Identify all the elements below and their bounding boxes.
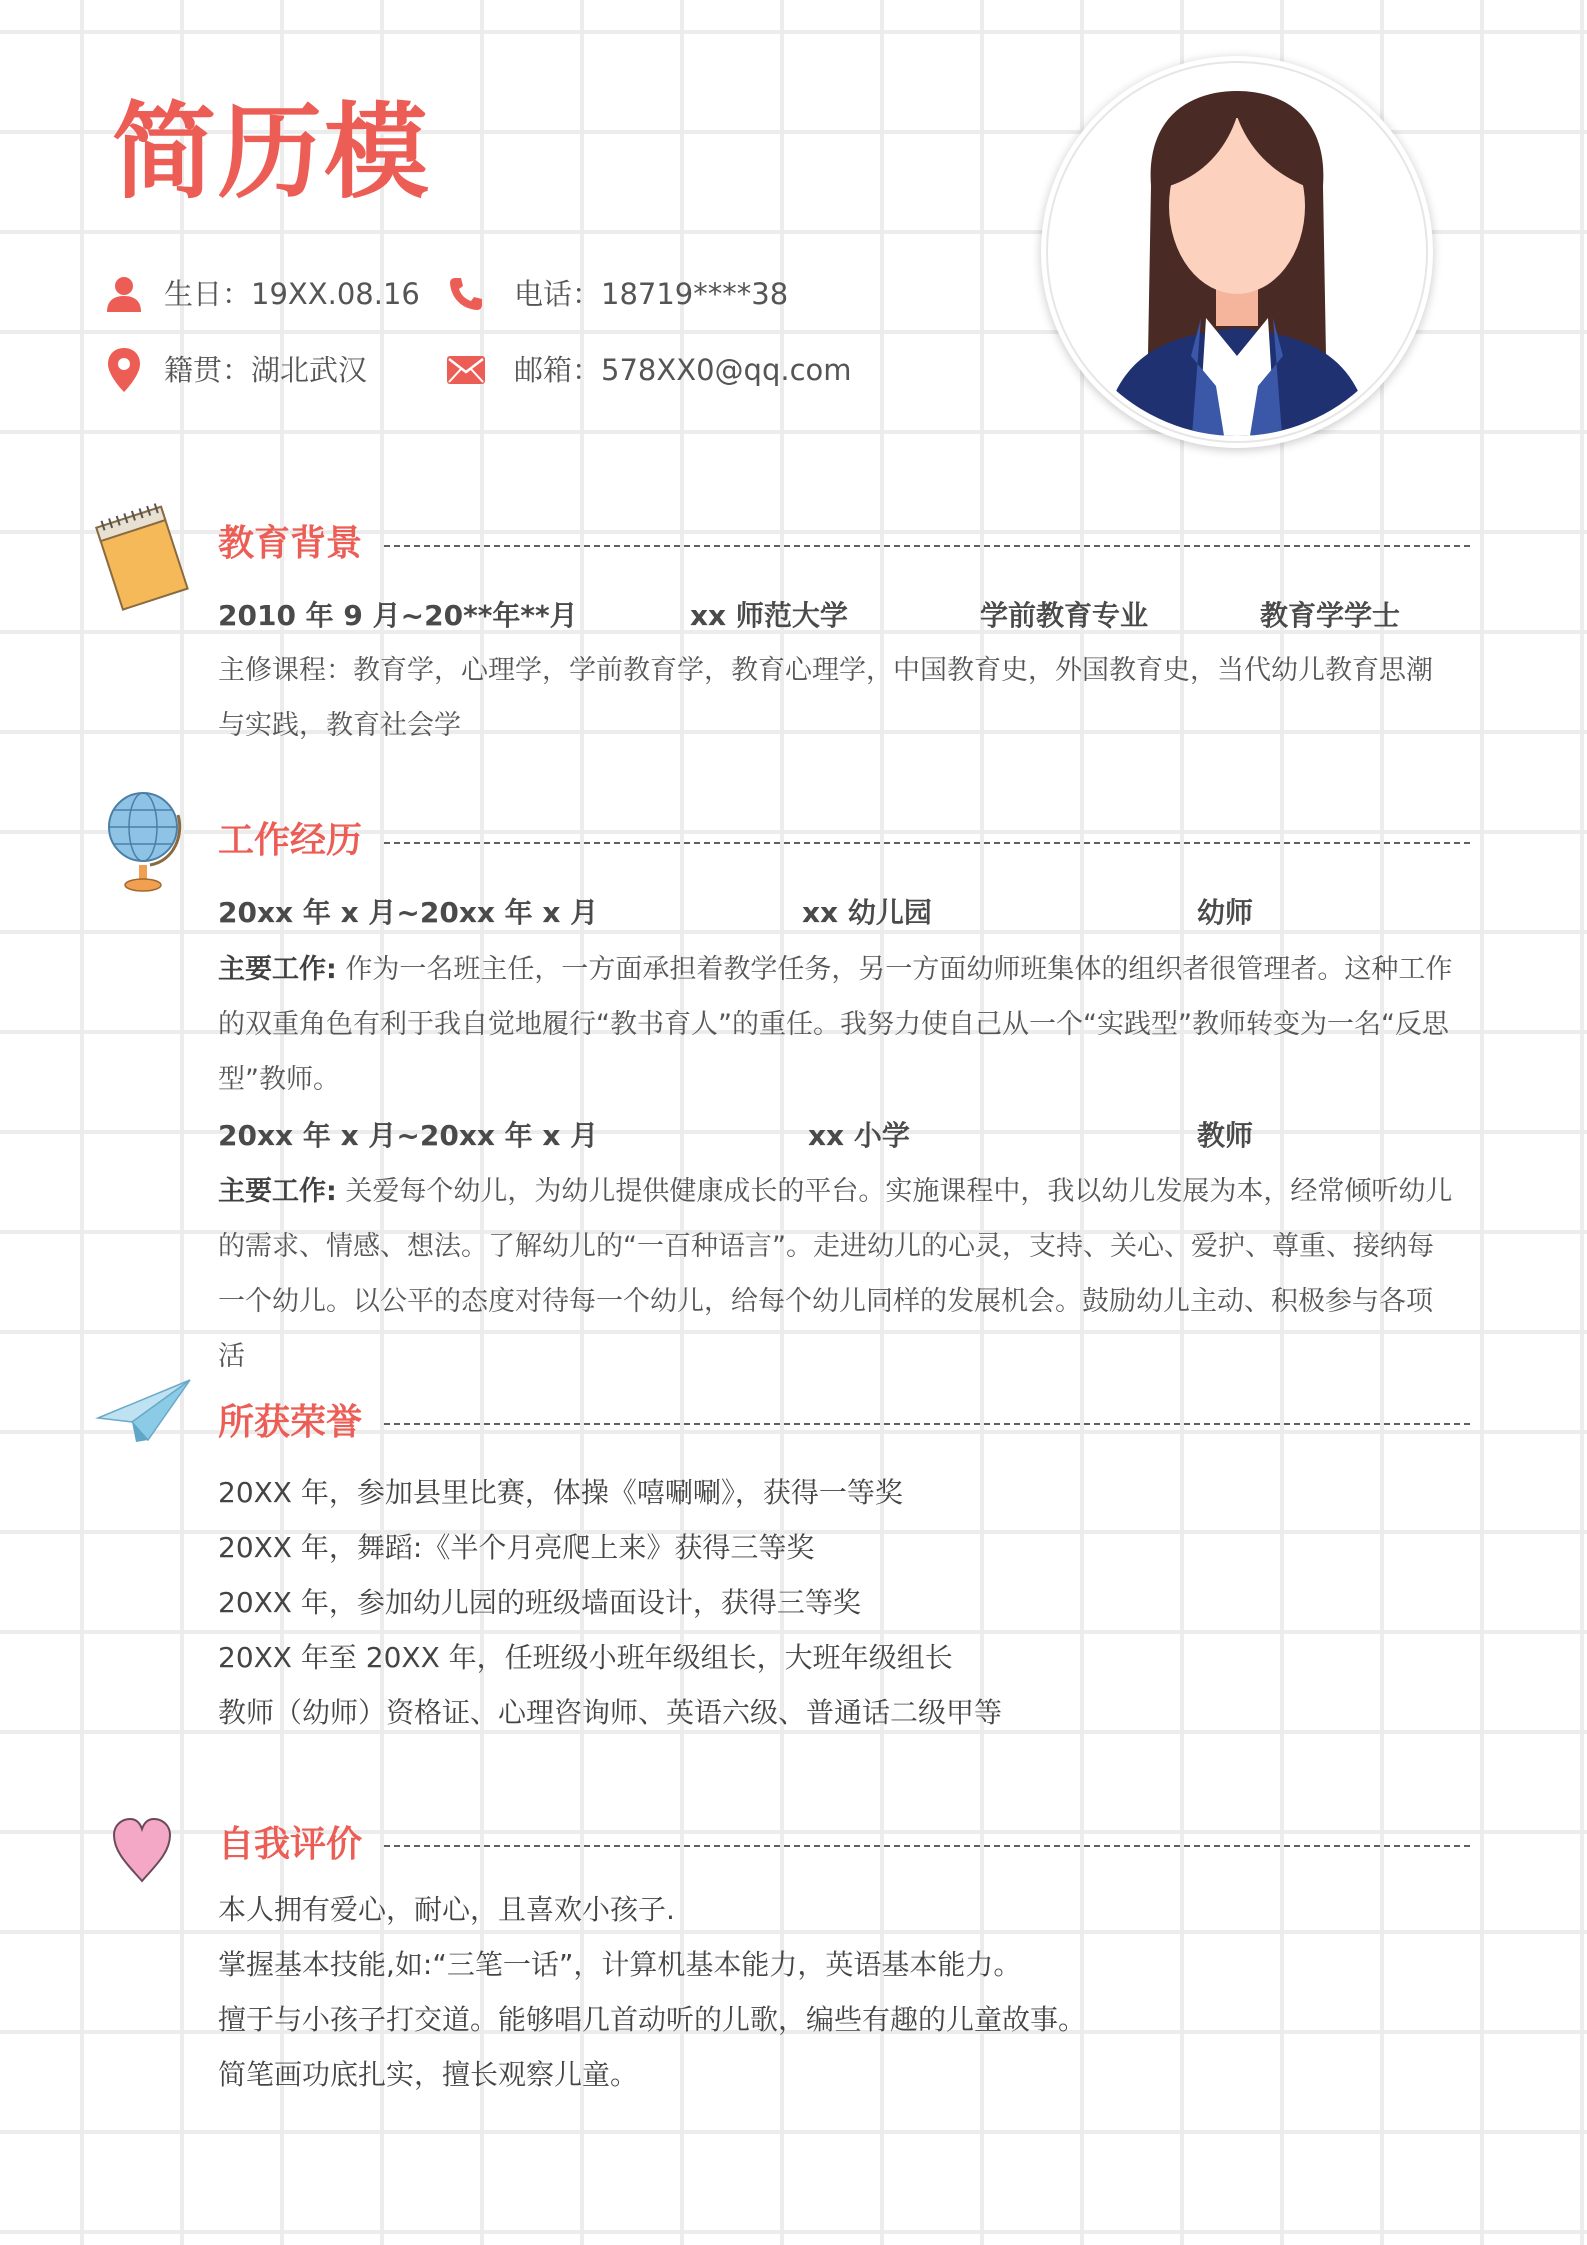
education-major: 学前教育专业 <box>980 599 1149 632</box>
email-info <box>446 350 852 390</box>
job-2-label: 主要工作: <box>218 1176 337 1207</box>
birthday-text: 生日：19XX.08.16 <box>164 276 420 311</box>
self-eval-item: 掌握基本技能,如:“三笔一话”，计算机基本能力，英语基本能力。 <box>218 1948 1022 1981</box>
honor-item: 20XX 年，参加县里比赛，体操《嘻唰唰》，获得一等奖 <box>218 1476 903 1509</box>
job-1-org: xx 幼儿园 <box>802 896 932 929</box>
phone-info <box>446 274 788 314</box>
honors-title: 所获荣誉 <box>218 1402 363 1443</box>
email-text: 邮箱：578XX0@qq.com <box>514 352 852 387</box>
honor-item: 教师（幼师）资格证、心理咨询师、英语六级、普通话二级甲等 <box>218 1696 1003 1729</box>
job-1-desc-text: 作为一名班主任，一方面承担着教学任务，另一方面幼师班集体的组织者很管理者。这种工作的双重角色有利于我自觉地履行“教书育人”的重任。我努力使自己从一个“实践型”教师转变为一名“反思型”教师。 <box>218 954 1453 1095</box>
avatar <box>1041 56 1433 448</box>
envelope-icon <box>446 350 486 390</box>
education-title: 教育背景 <box>218 523 363 564</box>
phone-icon <box>446 274 486 314</box>
honor-item: 20XX 年，参加幼儿园的班级墙面设计，获得三等奖 <box>218 1586 861 1619</box>
education-courses: 主修课程：教育学，心理学，学前教育学，教育心理学，中国教育史，外国教育史，当代幼儿教育思潮与实践，教育社会学 <box>218 655 1433 741</box>
globe-icon <box>98 785 188 899</box>
education-school: xx 师范大学 <box>690 599 848 632</box>
job-2-period: 20xx 年 x 月~20xx 年 x 月 <box>218 1119 599 1152</box>
hometown-text: 籍贯：湖北武汉 <box>164 352 368 387</box>
notepad-icon <box>92 500 192 614</box>
honor-item: 20XX 年至 20XX 年，任班级小班年级组长，大班年级组长 <box>218 1641 953 1674</box>
heart-icon <box>110 1815 174 1889</box>
phone-text: 电话：18719****38 <box>514 276 789 311</box>
person-icon <box>104 274 144 314</box>
self-eval-title: 自我评价 <box>218 1824 363 1865</box>
work-divider <box>384 842 1470 844</box>
self-eval-divider <box>384 1845 1470 1847</box>
job-1-role: 幼师 <box>1197 896 1254 929</box>
education-period: 2010 年 9 月~20**年**月 <box>218 599 578 632</box>
job-2-role: 教师 <box>1197 1119 1254 1152</box>
job-2-description <box>218 1164 1454 1372</box>
resume-title: 简历模 <box>112 91 431 213</box>
self-eval-item: 擅于与小孩子打交道。能够唱几首动听的儿歌，编些有趣的儿童故事。 <box>218 2003 1087 2036</box>
job-2-desc-text: 关爱每个幼儿，为幼儿提供健康成长的平台。实施课程中，我以幼儿发展为本，经常倾听幼儿的需求、情感、想法。了解幼儿的“一百种语言”。走进幼儿的心灵，支持、关心、爱护、尊重、接纳每一个幼儿。以公平的态度对待每一个幼儿，给每个幼儿同样的发展机会。鼓励幼儿主动、积极参与各项活 <box>218 1176 1453 1372</box>
education-divider <box>384 545 1470 547</box>
job-1-label: 主要工作: <box>218 954 337 985</box>
work-title: 工作经历 <box>218 820 363 861</box>
hometown-info <box>104 350 367 390</box>
location-pin-icon <box>104 350 144 390</box>
job-2-org: xx 小学 <box>808 1119 910 1152</box>
self-eval-item: 本人拥有爱心，耐心，且喜欢小孩子. <box>218 1893 675 1926</box>
job-1-period: 20xx 年 x 月~20xx 年 x 月 <box>218 896 599 929</box>
honor-item: 20XX 年，舞蹈:《半个月亮爬上来》获得三等奖 <box>218 1531 815 1564</box>
paper-plane-icon <box>96 1376 192 1450</box>
self-eval-item: 简笔画功底扎实，擅长观察儿童。 <box>218 2058 639 2091</box>
job-1-description <box>218 942 1454 1107</box>
education-degree: 教育学学士 <box>1260 599 1401 632</box>
birthday-info <box>104 274 420 314</box>
honors-divider <box>384 1423 1470 1425</box>
